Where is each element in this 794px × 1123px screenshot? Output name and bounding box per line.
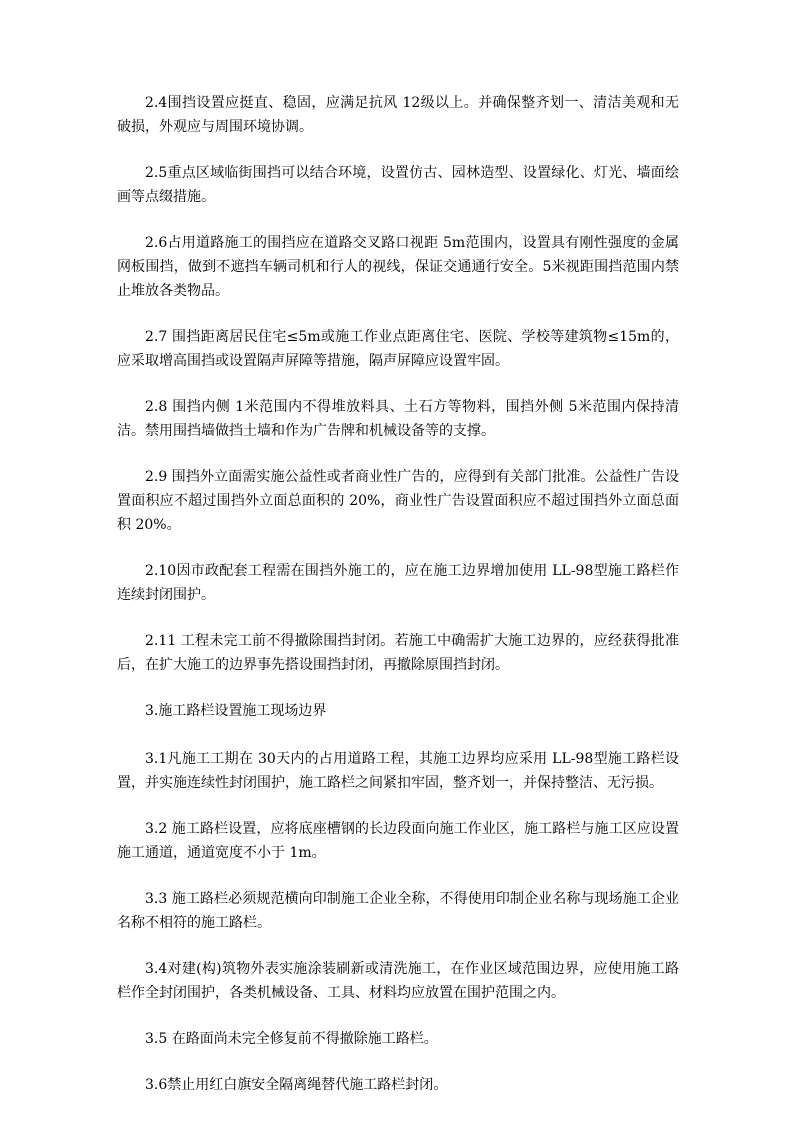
- paragraph-2-10: 2.10因市政配套工程需在围挡外施工的，应在施工边界增加使用 LL-98型施工路栏作连续封闭围护。: [117, 563, 679, 603]
- paragraph-2-11: 2.11 工程未完工前不得撤除围挡封闭。若施工中确需扩大施工边界的，应经获得批准后，在扩大施工的边界事先搭设围挡封闭，再撤除原围挡封闭。: [117, 633, 679, 673]
- paragraph-2-4: 2.4围挡设置应挺直、稳固，应满足抗风 12级以上。并确保整齐划一、清洁美观和无破损，外观应与周围环境协调。: [117, 95, 679, 135]
- paragraph-3-5: 3.5 在路面尚未完全修复前不得撤除施工路栏。: [145, 1031, 438, 1047]
- paragraph-2-7: 2.7 围挡距离居民住宅≤5m或施工作业点距离住宅、医院、学校等建筑物≤15m的，应采取增高围挡或设置隔声屏障等措施，隔声屏障应设置牢固。: [117, 329, 679, 369]
- paragraph-3-6: 3.6禁止用红白旗安全隔离绳替代施工路栏封闭。: [145, 1077, 448, 1093]
- document-body: [117, 91, 679, 1119]
- paragraph-3-2: 3.2 施工路栏设置，应将底座槽钢的长边段面向施工作业区，施工路栏与施工区应设置施工通道，通道宽度不小于 1m。: [117, 821, 679, 861]
- paragraph-2-8: 2.8 围挡内侧 1米范围内不得堆放料具、土石方等物料，围挡外侧 5米范围内保持清洁。禁用围挡墙做挡土墙和作为广告牌和机械设备等的支撑。: [117, 399, 679, 439]
- paragraph-2-6: 2.6占用道路施工的围挡应在道路交叉路口视距 5m范围内，设置具有刚性强度的金属网板围挡，做到不遮挡车辆司机和行人的视线，保证交通通行安全。5米视距围挡范围内禁止堆放各类物品。: [117, 235, 679, 299]
- paragraph-3-3: 3.3 施工路栏必须规范横向印制施工企业全称，不得使用印制企业名称与现场施工企业名称不相符的施工路栏。: [117, 891, 679, 931]
- paragraph-3-1: 3.1凡施工工期在 30天内的占用道路工程，其施工边界均应采用 LL-98型施工路栏设置，并实施连续性封闭围护，施工路栏之间紧扣牢固，整齐划一，并保持整洁、无污损。: [117, 751, 679, 791]
- paragraph-2-5: 2.5重点区域临街围挡可以结合环境，设置仿古、园林造型、设置绿化、灯光、墙面绘画等点缀措施。: [117, 165, 679, 205]
- paragraph-2-9: 2.9 围挡外立面需实施公益性或者商业性广告的，应得到有关部门批准。公益性广告设置面积应不超过围挡外立面总面积的 20%，商业性广告设置面积应不超过围挡外立面总面积 20%。: [117, 469, 679, 533]
- paragraph-3-4: 3.4对建(构)筑物外表实施涂装刷新或清洗施工，在作业区域范围边界，应使用施工路栏作全封闭围护，各类机械设备、工具、材料均应放置在围护范围之内。: [117, 961, 679, 1001]
- section-heading-3: 3.施工路栏设置施工现场边界: [145, 703, 327, 719]
